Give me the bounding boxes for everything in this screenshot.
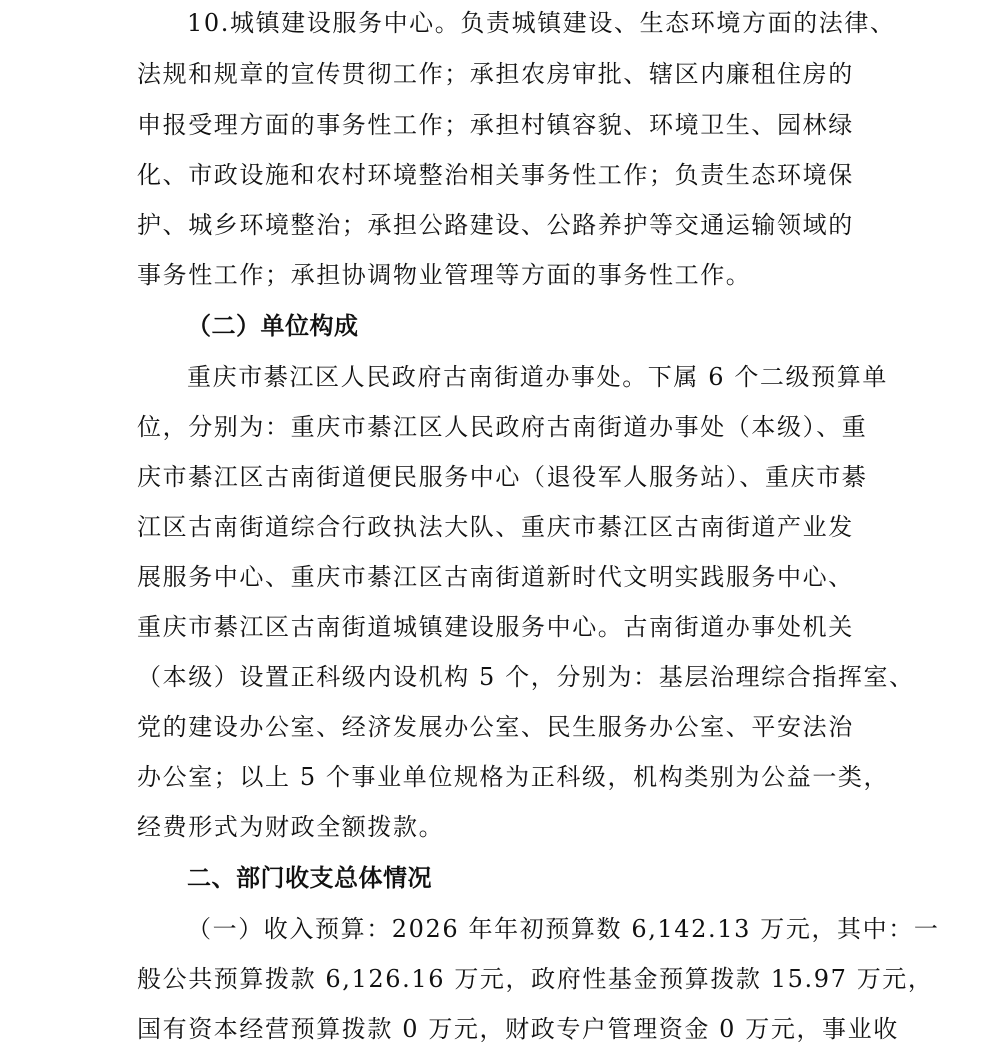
unit-composition-line-6: 重庆市綦江区古南街道城镇建设服务中心。古南街道办事处机关 xyxy=(137,613,854,641)
unit-composition-line-10: 经费形式为财政全额拨款。 xyxy=(137,813,445,841)
income-budget-line-1: （一）收入预算：2026 年年初预算数 6,142.13 万元，其中：一 xyxy=(187,915,940,943)
paragraph-10-line-4: 化、市政设施和农村环境整治相关事务性工作；负责生态环境保 xyxy=(137,161,854,189)
paragraph-10-line-3: 申报受理方面的事务性工作；承担村镇容貌、环境卫生、园林绿 xyxy=(137,111,854,139)
paragraph-10-line-5: 护、城乡环境整治；承担公路建设、公路养护等交通运输领域的 xyxy=(137,211,854,239)
unit-composition-line-3: 庆市綦江区古南街道便民服务中心（退役军人服务站）、重庆市綦 xyxy=(137,463,868,491)
unit-composition-line-8: 党的建设办公室、经济发展办公室、民生服务办公室、平安法治 xyxy=(137,713,854,741)
unit-composition-line-4: 江区古南街道综合行政执法大队、重庆市綦江区古南街道产业发 xyxy=(137,513,854,541)
unit-composition-line-9: 办公室；以上 5 个事业单位规格为正科级，机构类别为公益一类， xyxy=(137,763,890,791)
unit-composition-line-7: （本级）设置正科级内设机构 5 个，分别为：基层治理综合指挥室、 xyxy=(137,663,915,691)
income-budget-line-2: 般公共预算拨款 6,126.16 万元，政府性基金预算拨款 15.97 万元， xyxy=(137,965,934,993)
unit-composition-line-2: 位，分别为：重庆市綦江区人民政府古南街道办事处（本级）、重 xyxy=(137,413,868,441)
unit-composition-line-5: 展服务中心、重庆市綦江区古南街道新时代文明实践服务中心、 xyxy=(137,563,854,591)
paragraph-10-line-6: 事务性工作；承担协调物业管理等方面的事务性工作。 xyxy=(137,261,752,289)
paragraph-10-line-1: 10.城镇建设服务中心。负责城镇建设、生态环境方面的法律、 xyxy=(187,9,896,37)
unit-composition-line-1: 重庆市綦江区人民政府古南街道办事处。下属 6 个二级预算单 xyxy=(187,363,888,391)
income-budget-line-3: 国有资本经营预算拨款 0 万元，财政专户管理资金 0 万元，事业收 xyxy=(137,1015,899,1043)
paragraph-10-line-2: 法规和规章的宣传贯彻工作；承担农房审批、辖区内廉租住房的 xyxy=(137,60,854,88)
section-heading-budget-overview: 二、部门收支总体情况 xyxy=(187,864,432,892)
section-heading-unit-composition: （二）单位构成 xyxy=(187,312,359,340)
